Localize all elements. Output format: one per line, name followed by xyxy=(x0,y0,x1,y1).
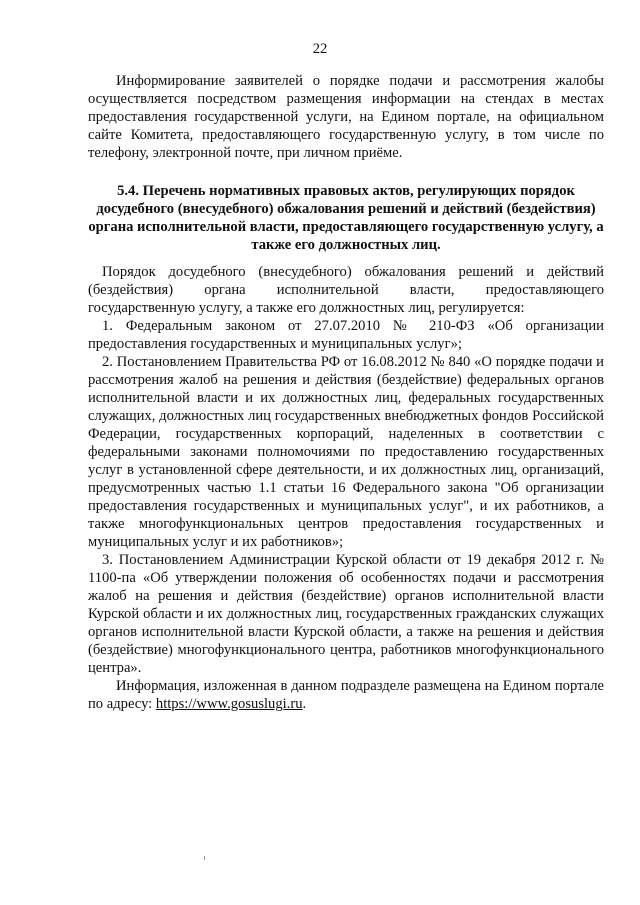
informing-text: Информирование заявителей о порядке подачи и рассмотрения жалобы осуществляется посредством размещения информации на стендах в местах предоставления государственной услуги, на Едином портале, на официальном сайте Комитета, предоставляющего государственную услугу, в том числе по телефону, электронной почте, при личном приёме. xyxy=(88,73,604,161)
info-end: . xyxy=(302,696,307,712)
section-heading-text: 5.4. Перечень нормативных правовых актов, регулирующих порядок досудебного (внесудебного) обжалования решений и действий (бездействия) органа исполнительной власти, предоставляющего государственную услугу, а также его должностных лиц. xyxy=(88,183,604,253)
section-heading xyxy=(88,182,604,254)
acts-list xyxy=(88,263,604,713)
scan-mark xyxy=(204,856,205,860)
page-number: 22 xyxy=(312,41,328,57)
intro-paragraph: Порядок досудебного (внесудебного) обжалования решений и действий (бездействия) органа исполнительной власти, предоставляющего государственную услугу, а также его должностных лиц, регулируется: xyxy=(88,264,604,316)
list-item-2: 2. Постановлением Правительства РФ от 16.08.2012 № 840 «О порядке подачи и рассмотрения жалоб на решения и действия (бездействие) федеральных органов исполнительной власти и их должностных лиц, федеральных государственных служащих, должностных лиц государственных внебюджетных фондов Российской Федерации, государственных корпораций, наделенных в соответствии с федеральными законами полномочиями по предоставлению государственных услуг в установленной сфере деятельности, и их должностных лиц, организаций, предусмотренных частью 1.1 статьи 16 Федерального закона "Об организации предоставления государственных и муниципальных услуг", и их работников, а также многофункциональных центров предоставления государственных и муниципальных услуг и их работников»; xyxy=(88,354,604,550)
list-item-3: 3. Постановлением Администрации Курской области от 19 декабря 2012 г. № 1100-па «Об утверждении положения об особенностях подачи и рассмотрения жалоб на решения и действия (бездействие) органов исполнительной власти Курской области и их должностных лиц, государственных гражданских служащих органов исполнительной власти Курской области, а также на решения и действия (бездействие) многофункционального центра, работников многофункционального центра». xyxy=(88,552,604,676)
informing-paragraph xyxy=(88,72,604,162)
info-paragraph xyxy=(88,677,604,713)
info-text: Информация, изложенная в данном подразделе размещена на Едином портале по адресу: xyxy=(88,678,604,712)
list-item-1: 1. Федеральным законом от 27.07.2010 № 210-ФЗ «Об организации предоставления государственных и муниципальных услуг»; xyxy=(88,318,604,352)
gosuslugi-link[interactable]: https://www.gosuslugi.ru xyxy=(155,696,303,712)
